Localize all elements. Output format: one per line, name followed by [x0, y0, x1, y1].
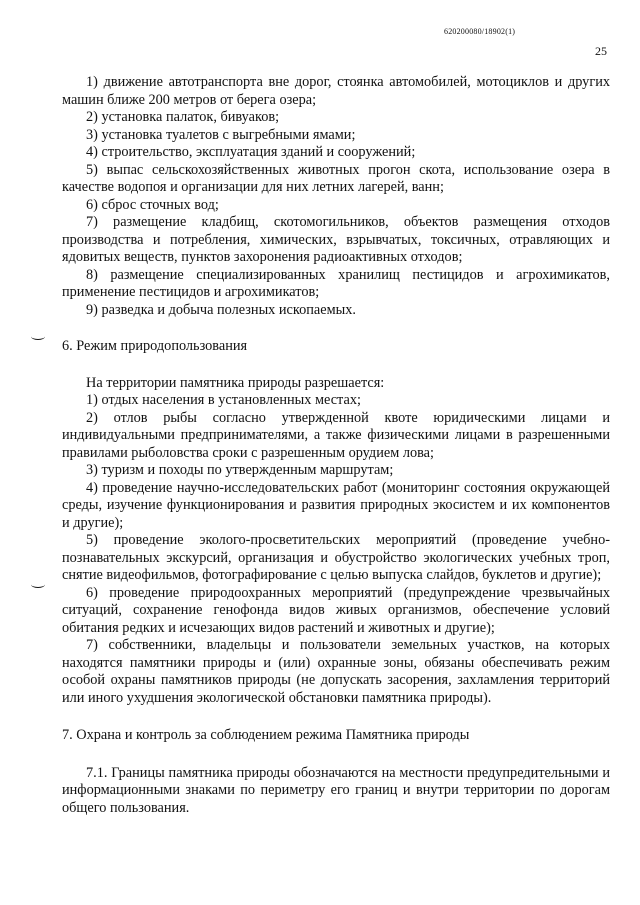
section-heading: 7. Охрана и контроль за соблюдением режима Памятника природы	[62, 727, 470, 743]
document-number: 620200080/18902(1)	[444, 27, 516, 36]
allowed-item: 2) отлов рыбы согласно утвержденной квоте юридическими лицами и индивидуальными предпринимателями, а также физическими лицами в разрешенными правилами рыболовства сроки с разрешенным орудием лова;	[62, 409, 610, 461]
allowed-item: 7) собственники, владельцы и пользователи земельных участков, на которых находятся памятники природы и (или) охранные зоны, обязаны обеспечивать режим особой охраны памятников природы (не допускать засорения, захламления территорий или иного ухудшения экологической обстановки памятника природы).	[62, 637, 610, 706]
allowed-item: 4) проведение научно-исследовательских работ (мониторинг состояния окружающей среды, изучение функционирования и развития природных экосистем и их компонентов и другие);	[62, 479, 610, 531]
margin-mark	[31, 333, 45, 340]
prohibited-item: 2) установка палаток, бивуаков;	[86, 109, 280, 125]
prohibited-item: 9) разведка и добыча полезных ископаемых.	[86, 301, 356, 318]
prohibited-item: 4) строительство, эксплуатация зданий и сооружений;	[86, 144, 416, 160]
prohibited-item: 7) размещение кладбищ, скотомогильников, объектов размещения отходов производства и потребления, химических, взрывчатых, токсичных, отравляющих и ядовитых веществ, пунктов захоронения радиоактивных отходов;	[62, 214, 610, 265]
protection-item: 7.1. Границы памятника природы обозначаются на местности предупредительными и информационными знаками по периметру его границ и внутри территории по дорогам общего пользования.	[62, 764, 610, 816]
page-number: 25	[595, 44, 607, 58]
prohibited-item: 8) размещение специализированных хранилищ пестицидов и агрохимикатов, применение пестицидов и агрохимикатов;	[62, 266, 610, 300]
prohibited-item: 3) установка туалетов с выгребными ямами;	[86, 126, 356, 143]
prohibited-item: 6) сброс сточных вод;	[86, 196, 219, 213]
allowed-item: 5) проведение эколого-просветительских мероприятий (проведение учебно-познавательных экскурсий, организация и обустройство экологических учебных троп, снятие видеофильмов, фотографирование с целью выпуска слайдов, буклетов и другие);	[62, 532, 610, 583]
prohibited-item: 5) выпас сельскохозяйственных животных прогон скота, использование озера в качестве водопоя и организации для них летних лагерей, ванн;	[62, 161, 610, 195]
section-heading: 6. Режим природопользования	[62, 338, 248, 354]
prohibited-item: 1) движение автотранспорта вне дорог, стоянка автомобилей, мотоциклов и других машин ближе 200 метров от берега озера;	[62, 74, 610, 108]
section-intro: На территории памятника природы разрешается:	[86, 374, 385, 391]
document-body	[62, 74, 610, 817]
margin-mark	[31, 581, 45, 588]
allowed-item: 6) проведение природоохранных мероприятий (предупреждение чрезвычайных ситуаций, сохранение генофонда видов живых организмов, обеспечение условий обитания редких и исчезающих видов растений и животных и другие);	[62, 584, 610, 636]
allowed-item: 1) отдых населения в установленных местах;	[86, 392, 361, 408]
allowed-item: 3) туризм и походы по утвержденным маршрутам;	[86, 462, 394, 478]
